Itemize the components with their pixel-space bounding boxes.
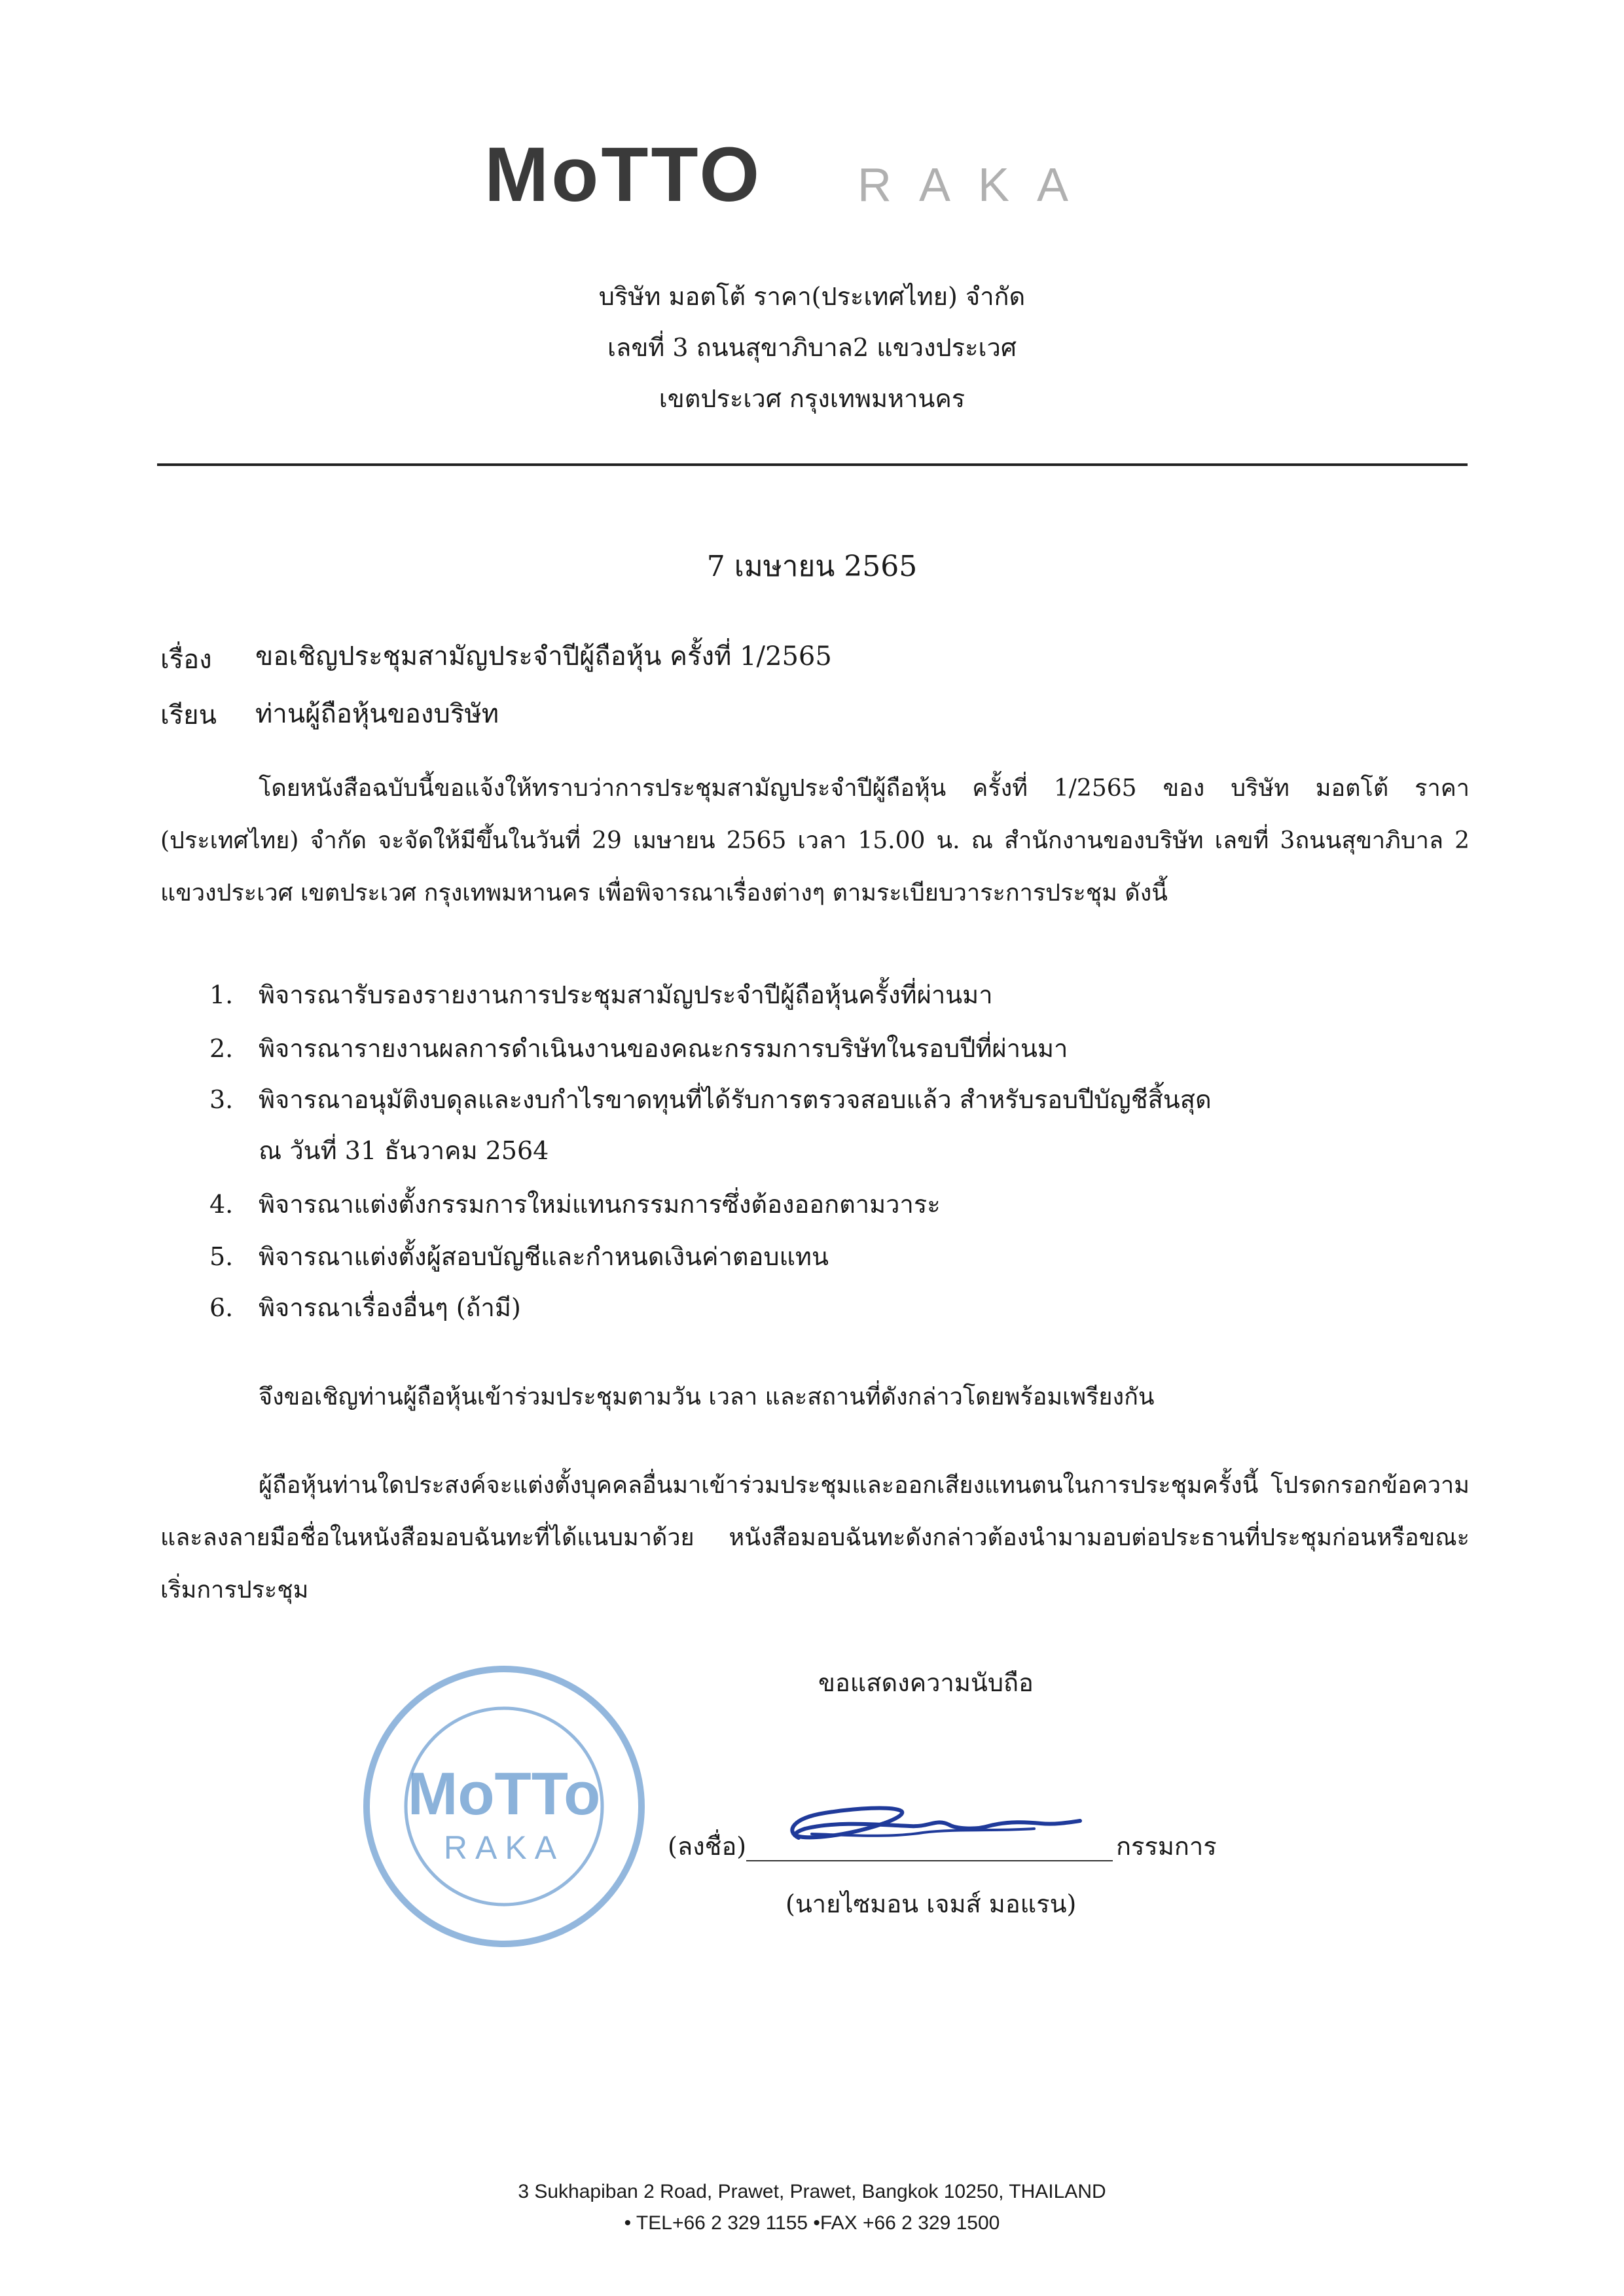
company-seal xyxy=(360,1662,648,1950)
company-address-line-1: เลขที่ 3 ถนนสุขาภิบาล2 แขวงประเวศ xyxy=(607,333,1017,362)
logo-main-text: MoTTO xyxy=(484,141,763,213)
agenda-item-text: พิจารณาแต่งตั้งกรรมการใหม่แทนกรรมการซึ่งต้องออกตามวาระ xyxy=(259,1190,941,1219)
seal-sub-text: RAKA xyxy=(443,1829,565,1866)
body-paragraph-1 xyxy=(160,762,1470,920)
company-name: บริษัท มอตโต้ ราคา(ประเทศไทย) จำกัด xyxy=(598,282,1026,311)
body-paragraph-2-text: จึงขอเชิญท่านผู้ถือหุ้นเข้าร่วมประชุมตามวัน เวลา และสถานที่ดังกล่าวโดยพร้อมเพรียงกัน xyxy=(259,1384,1155,1410)
agenda-item-number: 6. xyxy=(209,1293,234,1322)
agenda-item-number: 3. xyxy=(209,1085,234,1114)
agenda-item-number: 2. xyxy=(209,1034,234,1063)
agenda-item-text: พิจารณารับรองรายงานการประชุมสามัญประจำปีผู้ถือหุ้นครั้งที่ผ่านมา xyxy=(259,980,993,1009)
footer-contact: • TEL+66 2 329 1155 •FAX +66 2 329 1500 xyxy=(624,2212,1000,2234)
agenda-item-4 xyxy=(209,1178,941,1230)
agenda-item-1 xyxy=(209,969,993,1021)
subject-text: ขอเชิญประชุมสามัญประจำปีผู้ถือหุ้น ครั้งที่ 1/2565 xyxy=(255,641,832,672)
agenda-item-3 xyxy=(209,1073,1212,1126)
agenda-item-number: 1. xyxy=(209,980,234,1009)
agenda-item-text: พิจารณาแต่งตั้งผู้สอบบัญชีและกำหนดเงินค่าตอบแทน xyxy=(259,1242,829,1271)
signer-name: (นายไซมอน เจมส์ มอแรน) xyxy=(785,1890,1077,1918)
agenda-item-5 xyxy=(209,1230,829,1283)
agenda-item-text: พิจารณาเรื่องอื่นๆ (ถ้ามี) xyxy=(259,1293,521,1322)
handwritten-signature xyxy=(759,1761,1106,1872)
footer-address: 3 Sukhapiban 2 Road, Prawet, Prawet, Bangkok 10250, THAILAND xyxy=(518,2181,1106,2202)
body-paragraph-3-text: ผู้ถือหุ้นท่านใดประสงค์จะแต่งตั้งบุคคลอื่นมาเข้าร่วมประชุมและออกเสียงแทนตนในการประชุมครั้งนี้ โปรดกรอกข้อความและลงลายมือชื่อในหนังสือมอบฉันทะที่ได้แนบมาด้วย หนังสือมอบฉันทะดังกล่าวต้องนำมามอบต่อประธานที่ประชุมก่อนหรือขณะเริ่มการประชุม xyxy=(160,1472,1470,1604)
logo-sub-text: RAKA xyxy=(857,159,1096,211)
letter-date: 7 เมษายน 2565 xyxy=(706,550,918,583)
signer-title: กรรมการ xyxy=(1116,1832,1217,1861)
agenda-item-number: 4. xyxy=(209,1190,234,1219)
agenda-item-6 xyxy=(209,1282,521,1334)
header-divider xyxy=(157,463,1468,466)
company-logo xyxy=(484,141,1113,213)
agenda-item-number: 5. xyxy=(209,1242,234,1271)
closing-regards: ขอแสดงความนับถือ xyxy=(818,1668,1034,1697)
seal-main-text: MoTTo xyxy=(407,1761,601,1827)
recipient-text: ท่านผู้ถือหุ้นของบริษัท xyxy=(255,699,499,729)
body-paragraph-2 xyxy=(160,1371,1470,1424)
subject-label: เรื่อง xyxy=(160,645,212,675)
company-address-line-2: เขตประเวศ กรุงเทพมหานคร xyxy=(659,384,965,413)
recipient-label: เรียน xyxy=(160,700,217,730)
body-paragraph-3 xyxy=(160,1460,1470,1617)
agenda-item-3-continuation: ณ วันที่ 31 ธันวาคม 2564 xyxy=(259,1136,549,1165)
signature-prefix: (ลงชื่อ) xyxy=(668,1832,747,1861)
agenda-item-text: พิจารณารายงานผลการดำเนินงานของคณะกรรมการบริษัทในรอบปีที่ผ่านมา xyxy=(259,1034,1068,1063)
body-paragraph-1-text: โดยหนังสือฉบับนี้ขอแจ้งให้ทราบว่าการประชุมสามัญประจำปีผู้ถือหุ้น ครั้งที่ 1/2565 ของ บริษัท มอตโต้ ราคา (ประเทศไทย) จำกัด จะจัดให้มีขึ้นในวันที่ 29 เมษายน 2565 เวลา 15.00 น. ณ สำนักงานของบริษัท เลขที่ 3ถนนสุขาภิบาล 2 แขวงประเวศ เขตประเวศ กรุงเทพมหานคร เพื่อพิจารณาเรื่องต่างๆ ตามระเบียบวาระการประชุม ดังนี้ xyxy=(160,775,1470,906)
agenda-item-2 xyxy=(209,1022,1068,1075)
agenda-item-text: พิจารณาอนุมัติงบดุลและงบกำไรขาดทุนที่ได้รับการตรวจสอบแล้ว สำหรับรอบปีบัญชีสิ้นสุด xyxy=(259,1085,1212,1114)
